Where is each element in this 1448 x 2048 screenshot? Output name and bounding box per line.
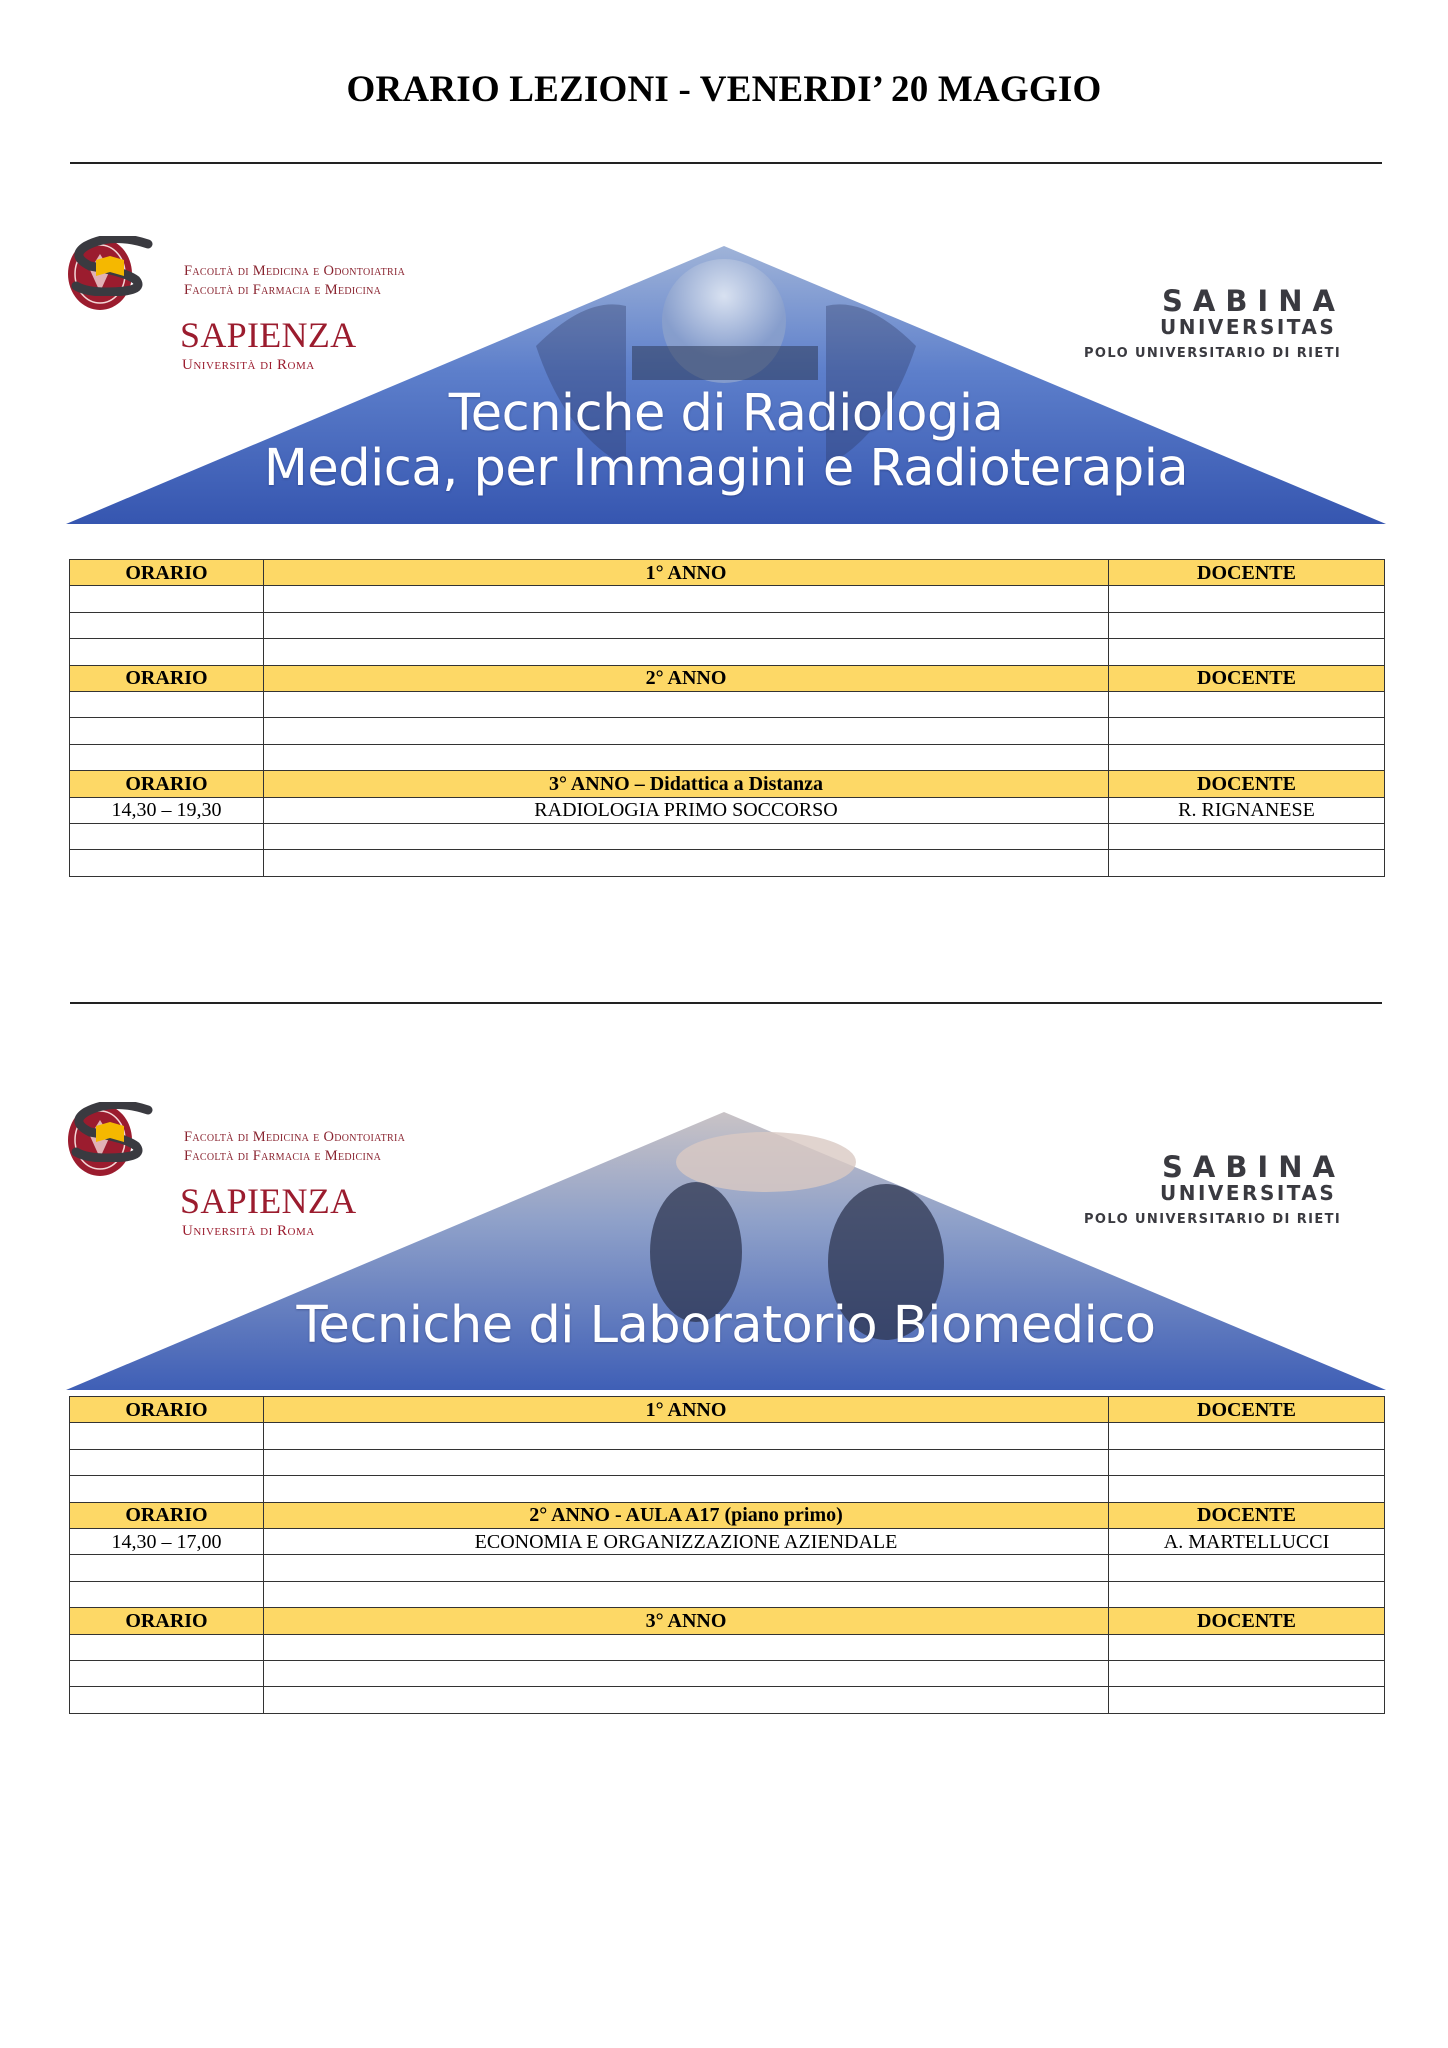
table-row <box>70 1581 1385 1607</box>
header-docente: DOCENTE <box>1109 665 1385 691</box>
cell-lezione <box>264 1476 1109 1502</box>
section-header-row <box>70 1608 1385 1634</box>
header-anno: 2° ANNO - AULA A17 (piano primo) <box>264 1502 1109 1528</box>
sapienza-subtitle: Università di Roma <box>182 1223 315 1239</box>
cell-lezione <box>264 1423 1109 1449</box>
radiologia-schedule-table <box>69 559 1385 877</box>
sabina-subtitle: UNIVERSITAS <box>1160 1181 1337 1205</box>
cell-orario <box>70 744 264 770</box>
cell-orario <box>70 691 264 717</box>
cell-lezione <box>264 639 1109 665</box>
table-row <box>70 1687 1385 1713</box>
cell-orario <box>70 639 264 665</box>
header-anno: 1° ANNO <box>264 560 1109 586</box>
faculty-names: Facoltà di Medicina e Odontoiatria Facoltà di Farmacia e Medicina <box>184 263 406 298</box>
table-row <box>70 1449 1385 1475</box>
cell-docente <box>1109 823 1385 849</box>
sabina-polo: POLO UNIVERSITARIO DI RIETI <box>1084 346 1342 361</box>
sapienza-subtitle: Università di Roma <box>182 357 315 373</box>
cell-orario <box>70 1660 264 1686</box>
cell-lezione <box>264 744 1109 770</box>
cell-lezione: ECONOMIA E ORGANIZZAZIONE AZIENDALE <box>264 1528 1109 1554</box>
radiologia-banner <box>66 236 1386 526</box>
table-row <box>70 639 1385 665</box>
cell-docente <box>1109 612 1385 638</box>
table-row <box>70 586 1385 612</box>
header-anno: 3° ANNO <box>264 1608 1109 1634</box>
table-row <box>70 744 1385 770</box>
cell-orario <box>70 850 264 876</box>
cell-orario <box>70 823 264 849</box>
cell-orario <box>70 1687 264 1713</box>
top-rule <box>70 162 1382 164</box>
cell-lezione <box>264 1581 1109 1607</box>
cell-orario <box>70 1476 264 1502</box>
cell-lezione: RADIOLOGIA PRIMO SOCCORSO <box>264 797 1109 823</box>
cell-lezione <box>264 1555 1109 1581</box>
cell-docente <box>1109 691 1385 717</box>
cell-lezione <box>264 612 1109 638</box>
cell-docente: A. MARTELLUCCI <box>1109 1528 1385 1554</box>
sapienza-name: SAPIENZA <box>180 1181 357 1221</box>
table-row <box>70 1660 1385 1686</box>
header-orario: ORARIO <box>70 771 264 797</box>
table-row <box>70 1476 1385 1502</box>
cell-orario <box>70 1581 264 1607</box>
cell-orario <box>70 612 264 638</box>
cell-orario <box>70 586 264 612</box>
cell-lezione <box>264 718 1109 744</box>
cell-docente <box>1109 1687 1385 1713</box>
cell-docente <box>1109 1660 1385 1686</box>
course-title: Tecniche di Laboratorio Biomedico <box>296 1296 1156 1355</box>
cell-orario <box>70 718 264 744</box>
cell-orario <box>70 1423 264 1449</box>
table-row <box>70 691 1385 717</box>
sapienza-name: SAPIENZA <box>180 315 357 355</box>
sabina-subtitle: UNIVERSITAS <box>1160 315 1337 339</box>
header-orario: ORARIO <box>70 665 264 691</box>
sabina-name: SABINA <box>1162 284 1345 318</box>
cell-lezione <box>264 1687 1109 1713</box>
cell-orario <box>70 1449 264 1475</box>
sabina-logo-icon <box>66 236 158 296</box>
sabina-polo: POLO UNIVERSITARIO DI RIETI <box>1084 1212 1342 1227</box>
cell-orario <box>70 1555 264 1581</box>
cell-docente <box>1109 744 1385 770</box>
laboratorio-schedule-table <box>69 1396 1385 1714</box>
cell-docente <box>1109 1555 1385 1581</box>
cell-orario: 14,30 – 19,30 <box>70 797 264 823</box>
header-anno: 3° ANNO – Didattica a Distanza <box>264 771 1109 797</box>
header-docente: DOCENTE <box>1109 1397 1385 1423</box>
header-docente: DOCENTE <box>1109 771 1385 797</box>
header-docente: DOCENTE <box>1109 560 1385 586</box>
header-orario: ORARIO <box>70 1397 264 1423</box>
page-title: ORARIO LEZIONI - VENERDI’ 20 MAGGIO <box>346 69 1102 110</box>
table-row <box>70 797 1385 823</box>
header-anno: 2° ANNO <box>264 665 1109 691</box>
cell-docente: R. RIGNANESE <box>1109 797 1385 823</box>
course-title: Tecniche di Radiologia Medica, per Immagini e Radioterapia <box>263 384 1189 498</box>
section-rule <box>70 1002 1382 1004</box>
table-row <box>70 1528 1385 1554</box>
cell-docente <box>1109 1449 1385 1475</box>
table-row <box>70 850 1385 876</box>
section-header-row <box>70 1502 1385 1528</box>
table-row <box>70 718 1385 744</box>
table-row <box>70 823 1385 849</box>
table-row <box>70 1555 1385 1581</box>
section-header-row <box>70 560 1385 586</box>
cell-docente <box>1109 718 1385 744</box>
cell-lezione <box>264 1634 1109 1660</box>
cell-docente <box>1109 586 1385 612</box>
header-orario: ORARIO <box>70 1608 264 1634</box>
cell-docente <box>1109 850 1385 876</box>
faculty-names: Facoltà di Medicina e Odontoiatria Facoltà di Farmacia e Medicina <box>184 1129 406 1164</box>
sabina-logo-icon <box>66 1102 158 1162</box>
table-row <box>70 1423 1385 1449</box>
cell-orario: 14,30 – 17,00 <box>70 1528 264 1554</box>
section-header-row <box>70 771 1385 797</box>
cell-lezione <box>264 823 1109 849</box>
header-orario: ORARIO <box>70 1502 264 1528</box>
cell-lezione <box>264 691 1109 717</box>
section-header-row <box>70 1397 1385 1423</box>
cell-orario <box>70 1634 264 1660</box>
cell-lezione <box>264 850 1109 876</box>
header-docente: DOCENTE <box>1109 1608 1385 1634</box>
header-docente: DOCENTE <box>1109 1502 1385 1528</box>
cell-lezione <box>264 586 1109 612</box>
table-row <box>70 1634 1385 1660</box>
header-orario: ORARIO <box>70 560 264 586</box>
cell-docente <box>1109 1581 1385 1607</box>
section-header-row <box>70 665 1385 691</box>
cell-docente <box>1109 639 1385 665</box>
cell-lezione <box>264 1449 1109 1475</box>
sabina-name: SABINA <box>1162 1150 1345 1184</box>
header-anno: 1° ANNO <box>264 1397 1109 1423</box>
cell-docente <box>1109 1423 1385 1449</box>
cell-docente <box>1109 1476 1385 1502</box>
cell-lezione <box>264 1660 1109 1686</box>
cell-docente <box>1109 1634 1385 1660</box>
laboratorio-banner <box>66 1102 1386 1392</box>
table-row <box>70 612 1385 638</box>
